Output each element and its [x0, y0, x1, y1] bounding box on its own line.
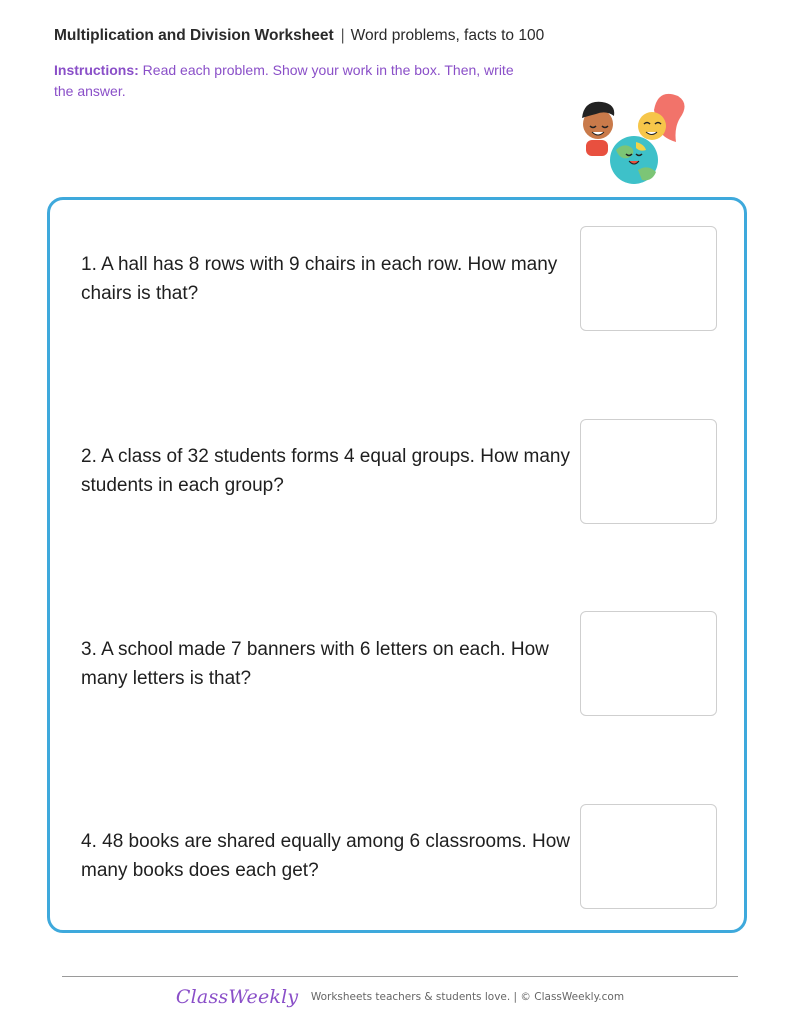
instructions-text: Read each problem. Show your work in the box. Then, write the answer. — [54, 62, 514, 99]
kids-globe-illustration — [576, 90, 696, 186]
instructions-label: Instructions: — [54, 62, 139, 78]
problem-3-text: 3. A school made 7 banners with 6 letters on each. How many letters is that? — [81, 639, 549, 689]
problem-4-text: 4. 48 books are shared equally among 6 classrooms. How many books does each get? — [81, 831, 570, 881]
problem-2-text: 2. A class of 32 students forms 4 equal groups. How many students in each group? — [81, 446, 570, 496]
footer-divider — [62, 976, 738, 977]
worksheet-header — [54, 27, 544, 45]
answer-box-1[interactable] — [580, 226, 717, 331]
answer-box-2[interactable] — [580, 419, 717, 524]
worksheet-title: Multiplication and Division Worksheet — [54, 27, 334, 44]
brand-logo: ClassWeekly — [175, 986, 299, 1008]
problem-1-text: 1. A hall has 8 rows with 9 chairs in each row. How many chairs is that? — [81, 254, 558, 304]
answer-box-4[interactable] — [580, 804, 717, 909]
footer — [0, 986, 800, 1008]
answer-box-3[interactable] — [580, 611, 717, 716]
instructions — [54, 60, 534, 102]
diverse-kids-globe-icon — [576, 90, 696, 186]
header-separator: | — [340, 27, 345, 44]
worksheet-subtitle: Word problems, facts to 100 — [350, 27, 545, 44]
footer-tagline: Worksheets teachers & students love. | © ClassWeekly.com — [310, 991, 625, 1003]
